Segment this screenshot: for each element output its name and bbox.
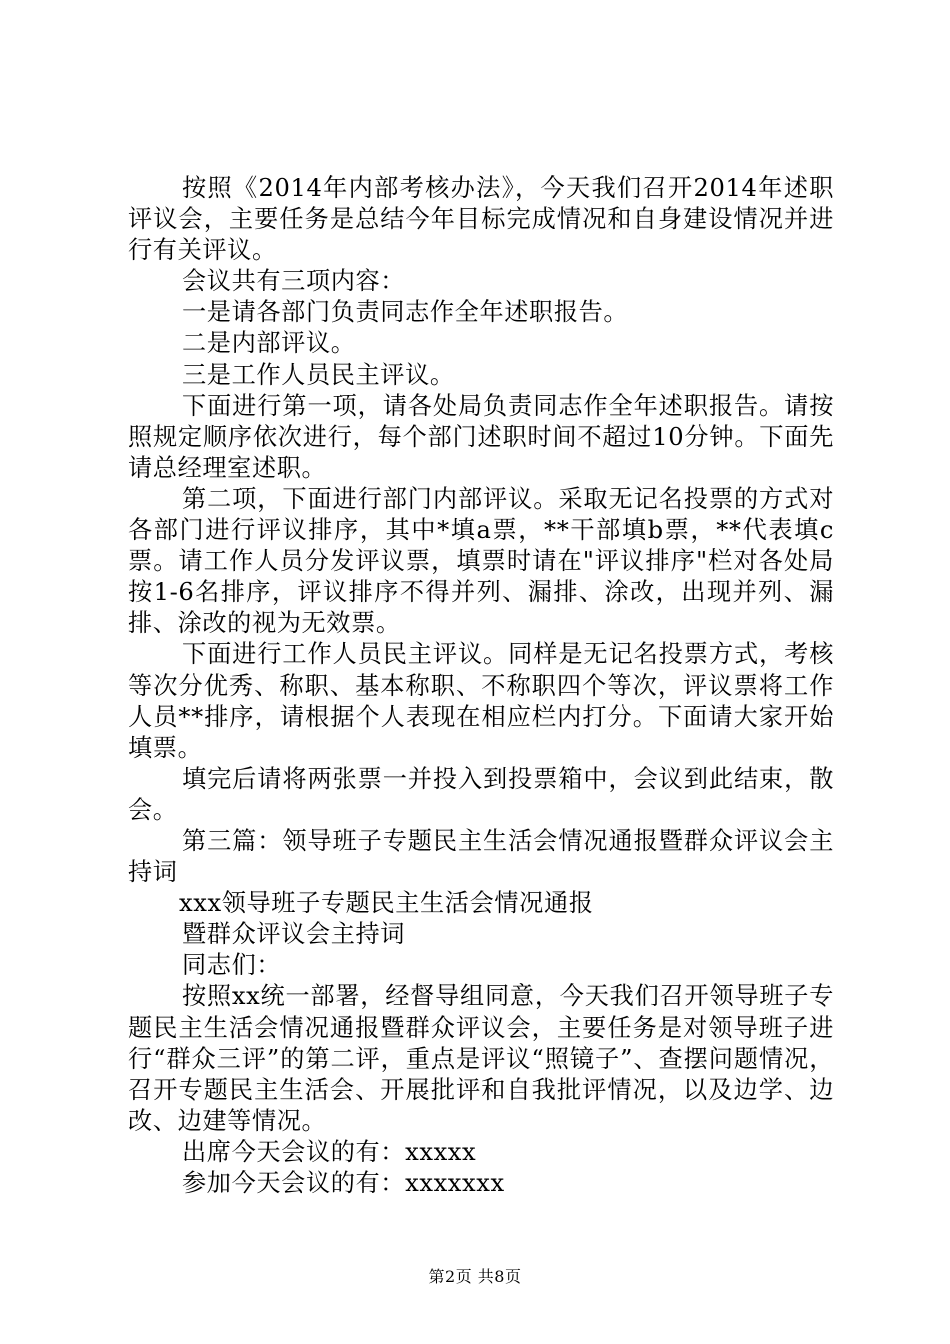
paragraph-participants: 参加今天会议的有：xxxxxxx: [182, 1169, 505, 1197]
salutation: 同志们：: [182, 951, 282, 980]
paragraph-agenda-item-3: 三是工作人员民主评议。: [182, 360, 455, 389]
subtitle-line-2: 暨群众评议会主持词: [182, 920, 406, 949]
paragraph-opening: 按照《2014年内部考核办法》，今天我们召开2014年述职评议会，主要任务是总结今年目标完成情况和自身建设情况并进行有关评议。: [128, 174, 834, 265]
paragraph-agenda-item-2: 二是内部评议。: [182, 329, 356, 358]
paragraph-second-item: 第二项，下面进行部门内部评议。采取无记名投票的方式对各部门进行评议排序，其中*填a票，**干部填b票，**代表填c票。请工作人员分发评议票，填票时请在"评议排序"栏对各处局按1-6名排序，评议排序不得并列、漏排、涂改，出现并列、漏排、涂改的视为无效票。: [128, 484, 834, 638]
page-number-footer: 第2页 共8页: [428, 1267, 522, 1286]
paragraph-agenda-intro: 会议共有三项内容：: [182, 267, 406, 296]
paragraph-staff-evaluation: 下面进行工作人员民主评议。同样是无记名投票方式，考核等次分优秀、称职、基本称职、不称职四个等次，评议票将工作人员**排序，请根据个人表现在相应栏内打分。下面请大家开始填票。: [128, 640, 834, 762]
section-heading: 第三篇：领导班子专题民主生活会情况通报暨群众评议会主持词: [128, 826, 834, 887]
paragraph-first-item: 下面进行第一项，请各处局负责同志作全年述职报告。请按照规定顺序依次进行，每个部门述职时间不超过10分钟。下面先请总经理室述职。: [128, 391, 834, 482]
subtitle-line-1: xxx领导班子专题民主生活会情况通报: [179, 889, 594, 918]
paragraph-closing: 填完后请将两张票一并投入到投票箱中，会议到此结束，散会。: [128, 764, 834, 824]
document-body: [128, 173, 834, 1199]
paragraph-meeting-purpose: 按照xx统一部署，经督导组同意，今天我们召开领导班子专题民主生活会情况通报暨群众评议会，主要任务是对领导班子进行“群众三评”的第二评，重点是评议“照镜子”、查摆问题情况，召开专题民主生活会、开展批评和自我批评情况，以及边学、边改、边建等情况。: [128, 982, 834, 1135]
paragraph-agenda-item-1: 一是请各部门负责同志作全年述职报告。: [182, 298, 629, 327]
paragraph-attendees: 出席今天会议的有：xxxxx: [182, 1137, 477, 1166]
